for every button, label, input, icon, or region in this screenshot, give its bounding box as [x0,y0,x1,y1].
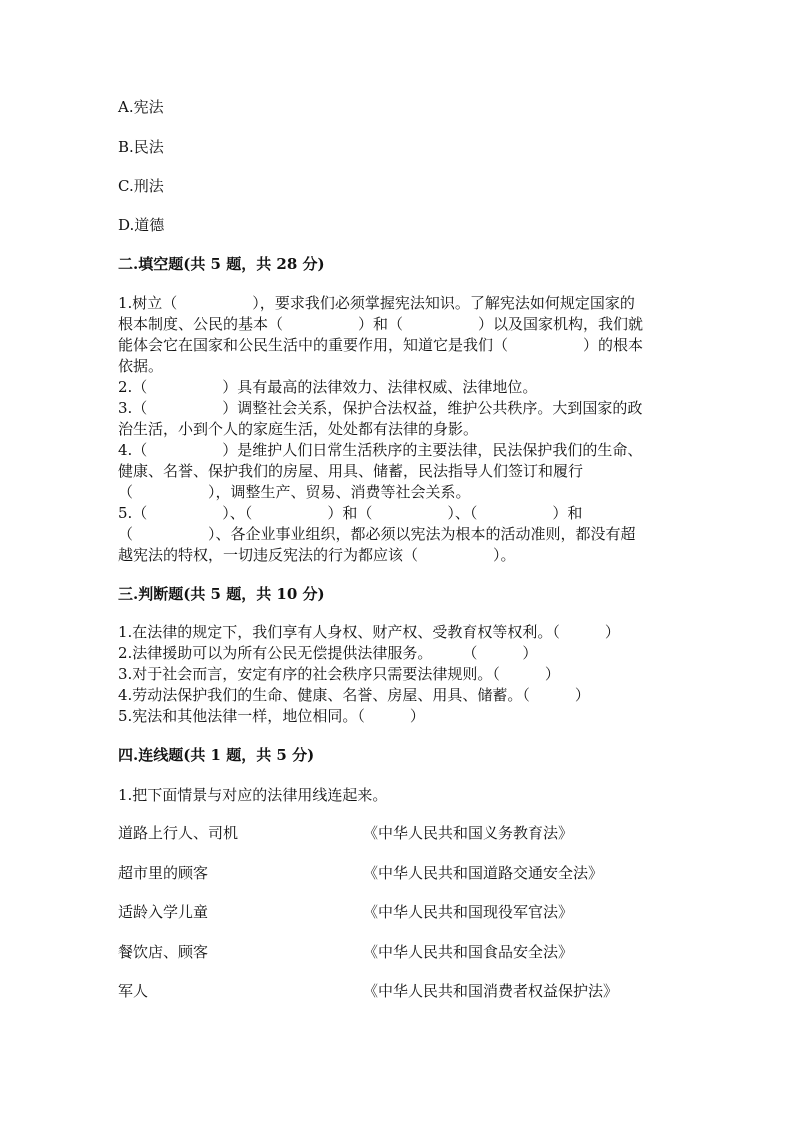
fill-line: 5.（ ）、（ ）和（ ）、（ ）和 [118,504,583,522]
fill-line: 根本制度、公民的基本（ ）和（ ）以及国家机构，我们就 [118,315,644,333]
matching-instruction: 1.把下面情景与对应的法律用线连起来。 [118,786,388,804]
option-b: B.民法 [118,138,164,156]
fill-line: 治生活，小到个人的家庭生活，处处都有法律的身影。 [118,420,479,438]
match-right-item: 《中华人民共和国食品安全法》 [363,943,574,961]
judge-item: 3.对于社会而言，安定有序的社会秩序只需要法律规则。（ ） [118,665,560,683]
fill-line: 4.（ ）是维护人们日常生活秩序的主要法律，民法保护我们的生命、 [118,441,643,459]
fill-line: 越宪法的特权，一切违反宪法的行为都应该（ ）。 [118,546,516,564]
fill-line: （ ）、各企业事业组织，都必须以宪法为根本的活动准则，都没有超 [118,525,636,543]
fill-line: 1.树立（ ），要求我们必须掌握宪法知识。了解宪法如何规定国家的 [118,294,635,312]
option-c: C.刑法 [118,177,164,195]
match-left-item: 适龄入学儿童 [118,903,209,921]
match-left-item: 餐饮店、顾客 [118,943,209,961]
section2-heading: 二.填空题(共 5 题，共 28 分) [118,255,325,273]
section4-heading: 四.连线题(共 1 题，共 5 分) [118,746,315,764]
fill-line: 依据。 [118,357,164,375]
judge-item: 5.宪法和其他法律一样，地位相同。（ ） [118,707,425,725]
fill-line: 3.（ ）调整社会关系，保护合法权益，维护公共秩序。大到国家的政 [118,399,643,417]
fill-line: （ ），调整生产、贸易、消费等社会关系。 [118,483,471,501]
match-left-item: 军人 [118,982,149,1000]
option-d: D.道德 [118,216,165,234]
option-a: A.宪法 [118,98,164,116]
judge-item: 4.劳动法保护我们的生命、健康、名誉、房屋、用具、储蓄。（ ） [118,686,590,704]
match-right-item: 《中华人民共和国现役军官法》 [363,903,574,921]
match-left-item: 道路上行人、司机 [118,824,239,842]
judge-item: 1.在法律的规定下，我们享有人身权、财产权、受教育权等权利。（ ） [118,623,620,641]
section3-heading: 三.判断题(共 5 题，共 10 分) [118,585,325,603]
match-right-item: 《中华人民共和国消费者权益保护法》 [363,982,619,1000]
fill-line: 2.（ ）具有最高的法律效力、法律权威、法律地位。 [118,378,538,396]
judge-item: 2.法律援助可以为所有公民无偿提供法律服务。 （ ） [118,644,538,662]
fill-line: 健康、名誉、保护我们的房屋、用具、储蓄，民法指导人们签订和履行 [118,462,584,480]
fill-line: 能体会它在国家和公民生活中的重要作用，知道它是我们（ ）的根本 [118,336,644,354]
match-left-item: 超市里的顾客 [118,864,209,882]
match-right-item: 《中华人民共和国义务教育法》 [363,824,574,842]
match-right-item: 《中华人民共和国道路交通安全法》 [363,864,604,882]
